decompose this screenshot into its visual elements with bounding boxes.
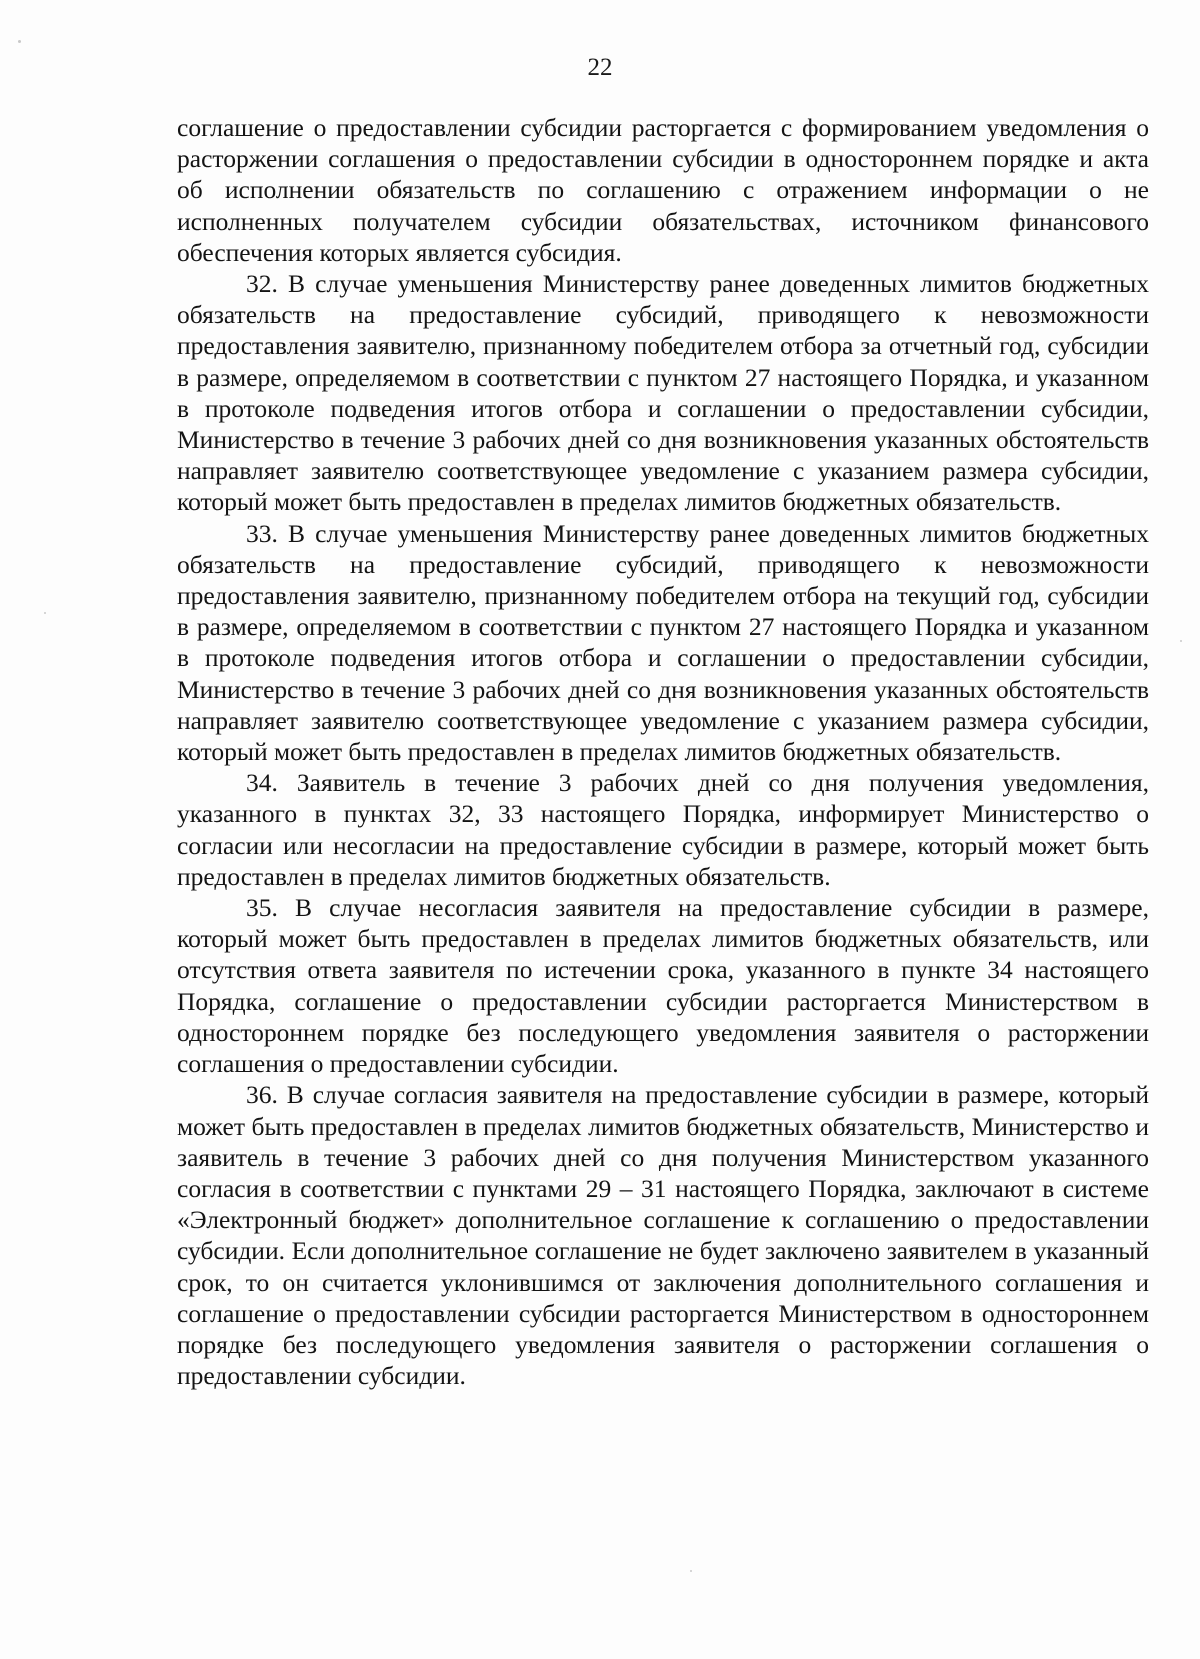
scan-speck	[690, 1570, 692, 1572]
paragraph-36: 36. В случае согласия заявителя на предоставление субсидии в размере, который может быть предоставлен в пределах лимитов бюджетных обязательств, Министерство и заявитель в течение 3 рабочих дней со дня получения Министерством указанного согласия в соответствии с пунктами 29 – 31 настоящего Порядка, заключают в системе «Электронный бюджет» дополнительное соглашение к соглашению о предоставлении субсидии. Если дополнительное соглашение не будет заключено заявителем в указанный срок, то он считается уклонившимся от заключения дополнительного соглашения и соглашение о предоставлении субсидии расторгается Министерством в одностороннем порядке без последующего уведомления заявителя о расторжении соглашения о предоставлении субсидии.	[177, 1080, 1149, 1391]
document-body	[177, 112, 1149, 1391]
scan-speck	[18, 40, 21, 43]
scan-speck	[1180, 640, 1182, 642]
page-number: 22	[587, 54, 613, 81]
paragraph-continuation: соглашение о предоставлении субсидии расторгается с формированием уведомления о расторжении соглашения о предоставлении субсидии в одностороннем порядке и акта об исполнении обязательств по соглашению с отражением информации о не исполненных получателем субсидии обязательствах, источником финансового обеспечения которых является субсидия.	[177, 113, 1149, 267]
paragraph-35: 35. В случае несогласия заявителя на предоставление субсидии в размере, который может быть предоставлен в пределах лимитов бюджетных обязательств, или отсутствия ответа заявителя по истечении срока, указанного в пункте 34 настоящего Порядка, соглашение о предоставлении субсидии расторгается Министерством в одностороннем порядке без последующего уведомления заявителя о расторжении соглашения о предоставлении субсидии.	[177, 893, 1149, 1079]
paragraph-32: 32. В случае уменьшения Министерству ранее доведенных лимитов бюджетных обязательств на предоставление субсидий, приводящего к невозможности предоставления заявителю, признанному победителем отбора за отчетный год, субсидии в размере, определяемом в соответствии с пунктом 27 настоящего Порядка, и указанном в протоколе подведения итогов отбора и соглашении о предоставлении субсидии, Министерство в течение 3 рабочих дней со дня возникновения указанных обстоятельств направляет заявителю соответствующее уведомление с указанием размера субсидии, который может быть предоставлен в пределах лимитов бюджетных обязательств.	[177, 269, 1149, 517]
paragraph-34: 34. Заявитель в течение 3 рабочих дней со дня получения уведомления, указанного в пунктах 32, 33 настоящего Порядка, информирует Министерство о согласии или несогласии на предоставление субсидии в размере, который может быть предоставлен в пределах лимитов бюджетных обязательств.	[177, 768, 1149, 891]
scan-speck	[44, 612, 46, 614]
paragraph-33: 33. В случае уменьшения Министерству ранее доведенных лимитов бюджетных обязательств на предоставление субсидий, приводящего к невозможности предоставления заявителю, признанному победителем отбора на текущий год, субсидии в размере, определяемом в соответствии с пунктом 27 настоящего Порядка и указанном в протоколе подведения итогов отбора и соглашении о предоставлении субсидии, Министерство в течение 3 рабочих дней со дня возникновения указанных обстоятельств направляет заявителю соответствующее уведомление с указанием размера субсидии, который может быть предоставлен в пределах лимитов бюджетных обязательств.	[177, 518, 1149, 767]
